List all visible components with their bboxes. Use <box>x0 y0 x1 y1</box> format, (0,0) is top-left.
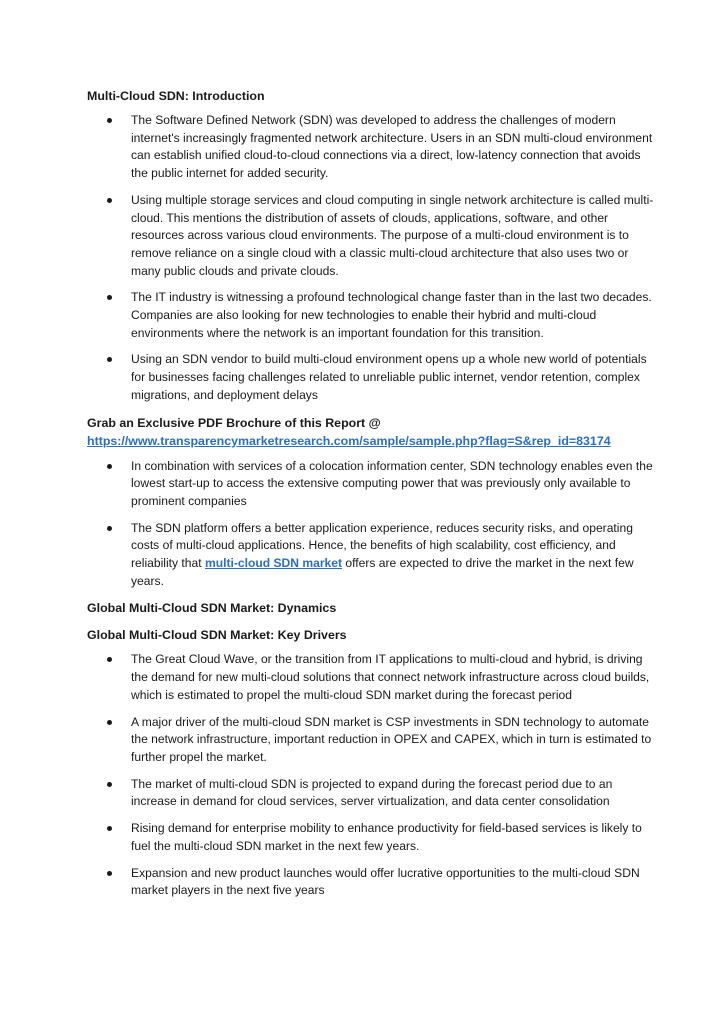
list-item <box>87 651 659 704</box>
dynamics-heading: Global Multi-Cloud SDN Market: Dynamics <box>87 601 337 616</box>
bullet-text: The market of multi-cloud SDN is projected to expand during the forecast period due to an increase in demand for cloud services, server virtualization, and data center consolidation <box>131 776 613 809</box>
mid-bullet-list <box>87 458 659 591</box>
bullet-icon <box>107 871 112 876</box>
bullet-text: A major driver of the multi-cloud SDN market is CSP investments in SDN technology to automate the network infrastructure, important reduction in OPEX and CAPEX, which in turn is estimated to further propel the market. <box>131 714 652 764</box>
bullet-text: The Great Cloud Wave, or the transition from IT applications to multi-cloud and hybrid, is driving the demand for new multi-cloud solutions that connect network infrastructure across cloud builds, which is estimated to propel the multi-cloud SDN market during the forecast period <box>131 652 650 702</box>
bullet-icon <box>107 118 112 123</box>
intro-heading: Multi-Cloud SDN: Introduction <box>87 89 265 103</box>
bullet-icon <box>107 357 112 362</box>
bullet-icon <box>107 464 112 469</box>
bullet-text: Using an SDN vendor to build multi-cloud environment opens up a whole new world of potentials for businesses facing challenges related to unreliable public internet, vendor retention, complex migrations, and deployment delays <box>131 352 647 402</box>
list-item <box>87 520 659 591</box>
list-item <box>87 776 659 811</box>
list-item <box>87 714 659 767</box>
bullet-icon <box>107 657 112 662</box>
intro-bullet-list <box>87 112 659 405</box>
market-link[interactable]: multi-cloud SDN market <box>204 556 343 571</box>
list-item <box>87 865 659 900</box>
bullet-text-after: offers are expected to drive the market in the next few years. <box>131 556 634 588</box>
brochure-callout <box>87 414 659 450</box>
bullet-text: Rising demand for enterprise mobility to enhance productivity for field-based services is likely to fuel the multi-cloud SDN market in the next few years. <box>131 821 642 853</box>
bullet-icon <box>107 782 112 787</box>
bullet-icon <box>107 826 112 831</box>
bullet-icon <box>107 720 112 725</box>
brochure-label: Grab an Exclusive PDF Brochure of this Report @ <box>87 415 381 430</box>
drivers-bullet-list <box>87 651 659 899</box>
bullet-text: Expansion and new product launches would offer lucrative opportunities to the multi-cloud SDN market players in the next five years <box>131 865 640 898</box>
bullet-icon <box>107 295 112 300</box>
bullet-icon <box>107 198 112 203</box>
drivers-heading: Global Multi-Cloud SDN Market: Key Drivers <box>87 628 347 643</box>
list-item <box>87 112 659 183</box>
bullet-text: Using multiple storage services and cloud computing in single network architecture is called multi-cloud. This mentions the distribution of assets of clouds, applications, software, and other resources across various cloud environments. The purpose of a multi-cloud environment is to remove reliance on a single cloud with a classic multi-cloud architecture that also uses two or many public clouds and private clouds. <box>131 192 654 278</box>
bullet-text: The Software Defined Network (SDN) was developed to address the challenges of modern internet's increasingly fragmented network architecture. Users in an SDN multi-cloud environment can establish unified cloud-to-cloud connections via a direct, low-latency connection that avoids the public internet for added security. <box>131 113 653 181</box>
list-item <box>87 289 659 342</box>
list-item <box>87 820 659 855</box>
bullet-icon <box>107 526 112 531</box>
bullet-text: In combination with services of a colocation information center, SDN technology enables even the lowest start-up to access the extensive computing power that was previously only available to prominent companies <box>131 458 653 508</box>
list-item <box>87 458 659 511</box>
brochure-link[interactable]: https://www.transparencymarketresearch.com/sample/sample.php?flag=S&rep_id=83174 <box>87 433 611 448</box>
bullet-text-before: The SDN platform offers a better application experience, reduces security risks, and operating costs of multi-cloud applications. Hence, the benefits of high scalability, cost efficiency, and reliability that <box>131 520 633 571</box>
list-item <box>87 192 659 281</box>
bullet-text: The IT industry is witnessing a profound technological change faster than in the last two decades. Companies are also looking for new technologies to enable their hybrid and multi-cloud environments where the network is an important foundation for this transition. <box>131 290 652 340</box>
list-item <box>87 351 659 404</box>
